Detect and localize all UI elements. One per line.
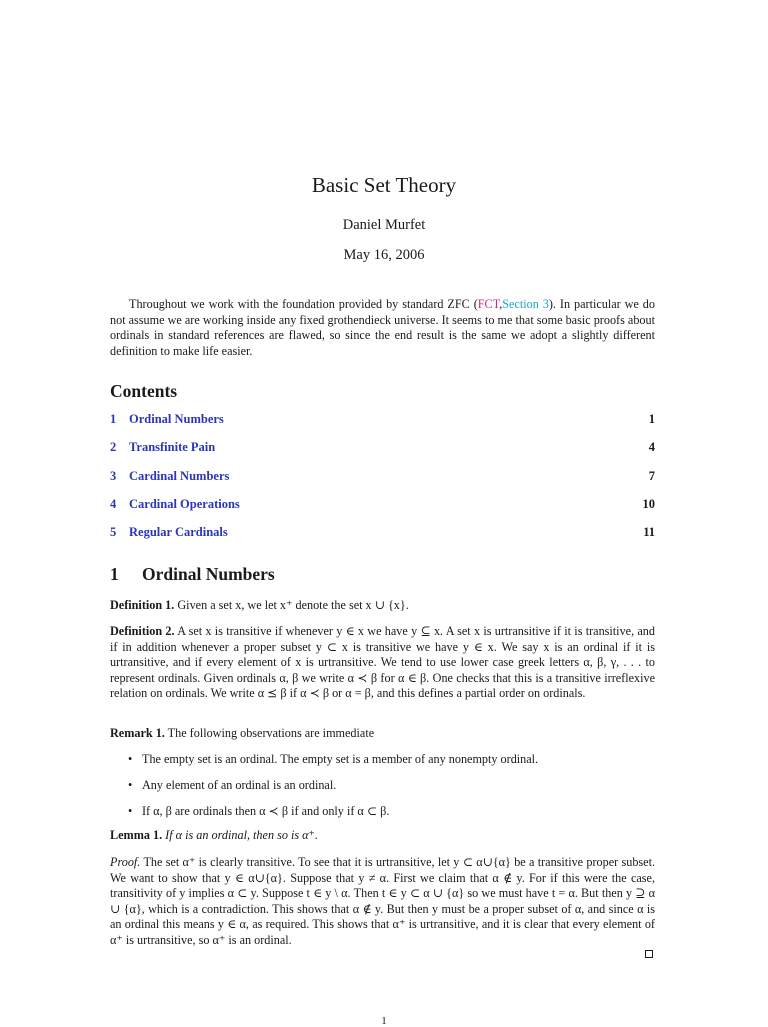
toc-entry[interactable] (110, 525, 655, 553)
remark-label: Remark 1. (110, 726, 165, 740)
proof-label: Proof. (110, 855, 141, 869)
paper-title: Basic Set Theory (311, 173, 457, 197)
bullet-icon: • (128, 778, 133, 792)
toc-entry-title[interactable]: Cardinal Operations (129, 496, 240, 511)
section-heading (110, 564, 275, 585)
toc-entry-number: 4 (110, 496, 117, 511)
list-item (128, 752, 655, 778)
toc-entry-number: 2 (110, 440, 117, 455)
bullet-icon: • (128, 752, 133, 766)
toc-entry-title[interactable]: Regular Cardinals (129, 525, 228, 540)
section-number: 1 (110, 564, 119, 584)
toc-entry-title[interactable]: Ordinal Numbers (129, 412, 224, 426)
proof-text: The set α⁺ is clearly transitive. To see that it is urtransitive, let y ⊂ α∪{α} be a transitive proper subset. We want to show that y ∈ α∪{α}. Suppose that y ≠ α. First we claim that α ∉ y. For if this were the case, transitivity of y implies α ⊂ y. Suppose t ∈ y \ α. Then t ∈ y ⊂ α ∪ {α} so we must have t = α. But then y ⊇ α ∪ {α}, which is a contradiction. This shows that α ∉ y. But then y must be a proper subset of α, and since α is an ordinal this means y ∈ α, as required. This shows that α⁺ is urtransitive, and it is clear that every element of α⁺ is urtransitive, so α⁺ is an ordinal. (110, 855, 656, 947)
definition-text: Given a set x, we let x⁺ denote the set x ∪ {x}. (177, 598, 409, 612)
list-item-text: Any element of an ordinal is an ordinal. (142, 778, 337, 792)
section-title: Ordinal Numbers (142, 564, 275, 584)
toc-entry[interactable] (110, 469, 655, 497)
publication-date: May 16, 2006 (343, 247, 425, 263)
author-name: Daniel Murfet (342, 217, 426, 233)
definition-1 (110, 598, 655, 614)
lemma-label: Lemma 1. (110, 828, 163, 842)
definition-label: Definition 1. (110, 598, 175, 612)
list-item (128, 804, 655, 830)
remark-bullet-list (128, 752, 655, 830)
toc-entry-number: 3 (110, 468, 117, 483)
list-item (128, 778, 655, 804)
toc-entry-number: 5 (110, 525, 117, 540)
table-of-contents (110, 412, 655, 553)
toc-entry-title[interactable]: Cardinal Numbers (129, 468, 230, 483)
toc-entry-page: 10 (642, 496, 655, 511)
list-item-text: The empty set is an ordinal. The empty set is a member of any nonempty ordinal. (142, 752, 539, 766)
qed-square-icon (645, 950, 653, 958)
abstract-paragraph: Throughout we work with the foundation provided by standard ZFC (FCT,Section 3). In particular we do not assume we are working inside any fixed grothendieck universe. It seems to me that some basic proofs about ordinals in standard references are flawed, so since the end result is the same we adopt a slightly different definition to make life easier. (110, 297, 655, 358)
toc-entry-page: 7 (648, 468, 655, 483)
page-number: 1 (381, 1015, 387, 1027)
toc-entry-page: 1 (648, 412, 655, 426)
remark-1 (110, 726, 655, 742)
toc-entry[interactable] (110, 497, 655, 525)
toc-entry-number: 1 (110, 412, 117, 426)
bullet-icon: • (128, 804, 133, 818)
toc-entry-page: 4 (648, 440, 655, 455)
lemma-statement: If α is an ordinal, then so is α⁺. (165, 828, 319, 842)
proof-paragraph (110, 855, 655, 949)
list-item-text: If α, β are ordinals then α ≺ β if and only if α ⊂ β. (142, 804, 390, 818)
toc-entry[interactable] (110, 440, 655, 468)
toc-entry-title[interactable]: Transfinite Pain (129, 440, 216, 455)
toc-entry[interactable] (110, 412, 655, 440)
definition-label: Definition 2. (110, 624, 175, 638)
remark-text: The following observations are immediate (167, 726, 375, 740)
citation-link-fct[interactable]: FCT (477, 297, 500, 311)
contents-heading: Contents (110, 381, 178, 401)
definition-2 (110, 624, 655, 702)
definition-text: A set x is transitive if whenever y ∈ x we have y ⊆ x. A set x is urtransitive if it is transitive, and if in addition whenever a proper subset y ⊂ x is transitive we have y ∈ x. We say x is an ordinal if it is urtransitive, and if every element of x is urtransitive. We tend to use lower case greek letters α, β, γ, . . . to represent ordinals. Given ordinals α, β we write α ≺ β for α ∈ β. One checks that this is a transitive irreflexive relation on ordinals. We write α ⪯ β if α ≺ β or α = β, and this defines a partial order on ordinals. (110, 624, 655, 701)
toc-entry-page: 11 (643, 525, 655, 540)
lemma-1 (110, 828, 655, 844)
citation-link-section[interactable]: Section 3 (502, 297, 549, 311)
